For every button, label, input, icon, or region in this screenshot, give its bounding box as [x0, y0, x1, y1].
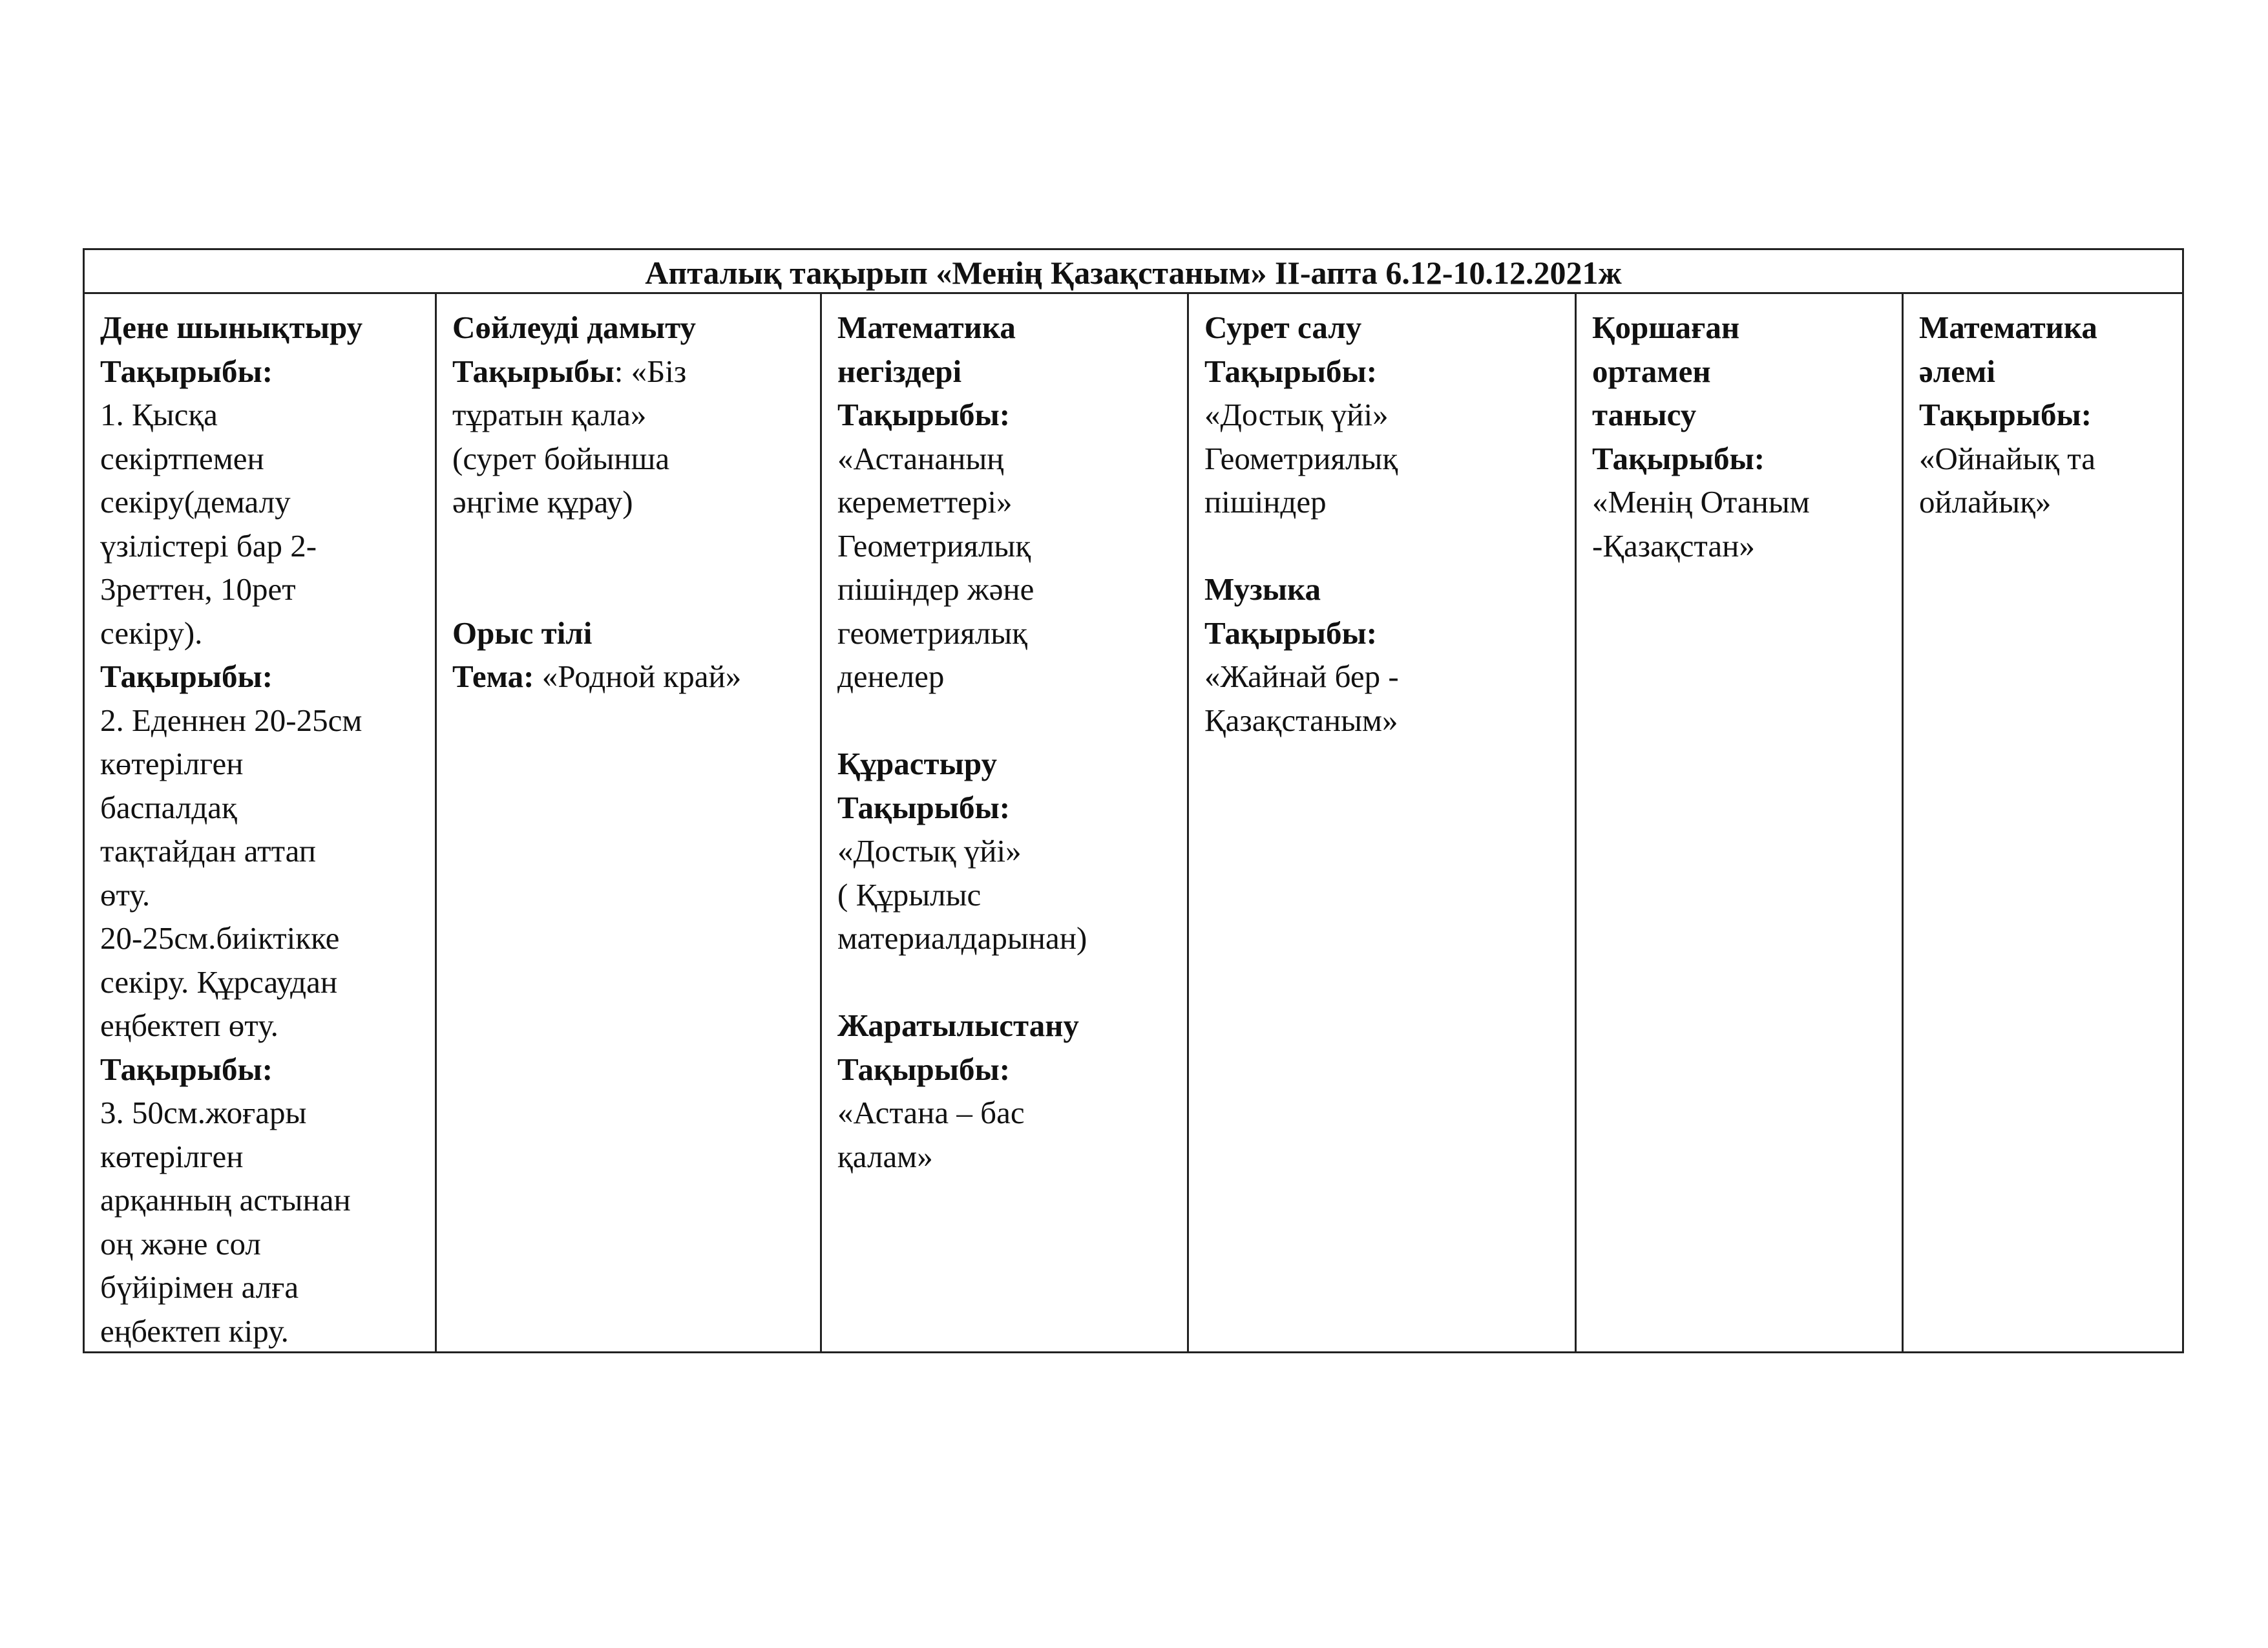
subject-heading: танысу — [1592, 397, 1697, 432]
cell-line — [452, 655, 811, 699]
spacer — [452, 524, 811, 611]
topic-text: секіру. Құрсаудан — [100, 964, 338, 1000]
subject-heading: Тақырыбы: — [837, 1051, 1011, 1087]
topic-text: көтерілген — [100, 1138, 244, 1174]
line-text: «Родной край» — [534, 659, 742, 694]
week-title: Апталық тақырып «Менің Қазақстаным» ІІ-апта 6.12-10.12.2021ж — [85, 250, 2182, 294]
subject-heading: Тақырыбы: — [1592, 440, 1765, 476]
subject-heading: ортамен — [1592, 353, 1711, 389]
column-environment — [1577, 294, 1904, 1351]
subject-heading: негіздері — [837, 353, 962, 389]
spacer — [837, 699, 1178, 743]
topic-text: «Ойнайық та — [1919, 440, 2096, 476]
line-text: : «Біз — [614, 353, 687, 389]
topic-text: арқанның астынан — [100, 1182, 351, 1218]
subject-heading: Тақырыбы: — [1204, 353, 1378, 389]
subject-heading: Орыс тілі — [452, 615, 593, 651]
topic-text: «Астананың — [837, 440, 1004, 476]
topic-text: 2. Еденнен 20-25см — [100, 702, 362, 738]
topic-text: секіртпемен — [100, 440, 264, 476]
topic-text: тақтайдан аттап — [100, 833, 316, 869]
topic-text: секіру). — [100, 615, 203, 651]
topic-text: еңбектеп өту. — [100, 1008, 278, 1043]
subject-heading: Математика — [837, 310, 1016, 345]
topic-text: еңбектеп кіру. — [100, 1313, 289, 1349]
subject-heading: Тақырыбы: — [100, 659, 273, 694]
topic-text: 1. Қысқа — [100, 397, 218, 432]
topic-text: «Достық үйі» — [1204, 397, 1389, 432]
topic-text: 20-25см.биіктікке — [100, 920, 340, 956]
subject-heading: Дене шынықтыру — [100, 310, 363, 345]
subject-heading: Музыка — [1204, 571, 1321, 607]
topic-text: «Астана – бас — [837, 1095, 1025, 1130]
topic-text: Қазақстаным» — [1204, 702, 1398, 738]
subject-heading: Сөйлеуді дамыту — [452, 310, 697, 345]
column-speech-development — [437, 294, 822, 1351]
topic-text: денелер — [837, 659, 945, 694]
cell-line — [452, 350, 811, 394]
topic-text: тұратын қала» — [452, 397, 647, 432]
topic-text: ойлайық» — [1919, 484, 2052, 520]
column-math-world — [1904, 294, 2184, 1351]
spacer — [1204, 524, 1566, 568]
subject-heading: Құрастыру — [837, 746, 997, 781]
subject-heading: Тақырыбы: — [837, 397, 1011, 432]
schedule-table — [83, 248, 2184, 1353]
column-physical-education — [85, 294, 437, 1351]
topic-text: әңгіме құрау) — [452, 484, 633, 520]
topic-text: материалдарынан) — [837, 920, 1087, 956]
line-label: Тақырыбы — [452, 353, 614, 389]
topic-text: «Менің Отаным — [1592, 484, 1810, 520]
subject-heading: Қоршаған — [1592, 310, 1740, 345]
subject-heading: Сурет салу — [1204, 310, 1362, 345]
topic-text: 3реттен, 10рет — [100, 571, 296, 607]
topic-text: Геометриялық — [837, 527, 1031, 564]
topic-text: (сурет бойынша — [452, 440, 670, 476]
subject-heading: Математика — [1919, 310, 2097, 345]
topic-text: -Қазақстан» — [1592, 527, 1755, 564]
topic-text: Геометриялық — [1204, 440, 1398, 476]
topic-text: геометриялық — [837, 615, 1027, 651]
topic-text: көтерілген — [100, 746, 244, 781]
topic-text: қалам» — [837, 1138, 933, 1174]
topic-text: секіру(демалу — [100, 484, 291, 520]
topic-text: «Жайнай бер - — [1204, 659, 1399, 694]
column-drawing — [1189, 294, 1577, 1351]
column-math-basics — [822, 294, 1189, 1351]
topic-text: оң және сол — [100, 1225, 261, 1262]
subject-heading: Тақырыбы: — [1204, 615, 1378, 651]
subject-heading: Тақырыбы: — [100, 1051, 273, 1087]
topic-text: «Достық үйі» — [837, 833, 1022, 869]
subject-heading: әлемі — [1919, 353, 1995, 389]
subject-heading: Жаратылыстану — [837, 1008, 1079, 1043]
topic-text: кереметтері» — [837, 484, 1013, 520]
subject-heading: Тақырыбы: — [837, 789, 1011, 825]
topic-text: 3. 50см.жоғары — [100, 1095, 307, 1130]
spacer — [837, 960, 1178, 1004]
topic-text: ( Құрылыс — [837, 876, 982, 913]
topic-text: өту. — [100, 876, 151, 913]
subject-heading: Тақырыбы: — [1919, 397, 2092, 432]
topic-text: үзілістері бар 2- — [100, 527, 317, 564]
topic-text: пішіндер — [1204, 484, 1327, 520]
topic-text: пішіндер және — [837, 571, 1034, 607]
topic-text: баспалдақ — [100, 789, 237, 825]
subject-heading: Тақырыбы: — [100, 353, 273, 389]
topic-text: бүйірімен алға — [100, 1269, 299, 1305]
line-label: Тема: — [452, 659, 534, 694]
